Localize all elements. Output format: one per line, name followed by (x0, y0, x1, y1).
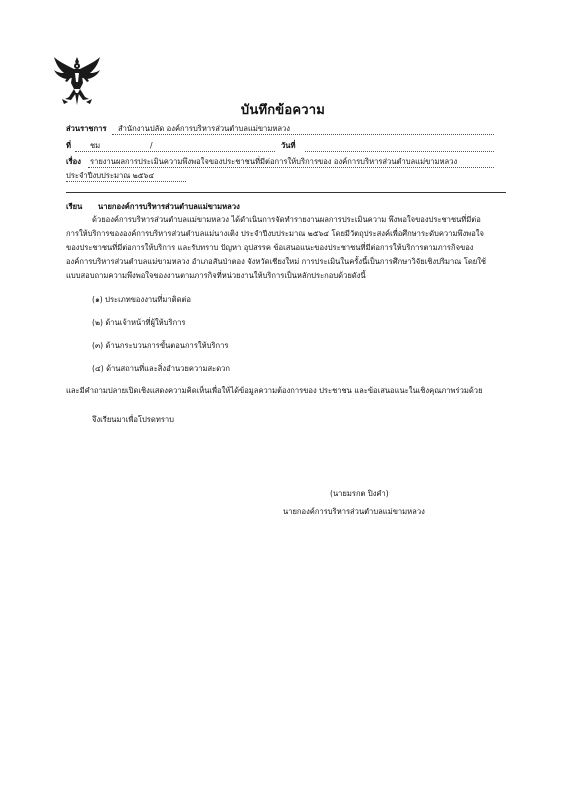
ref-dotted-line (75, 151, 275, 152)
list-item: (๔) ด้านสถานที่และสิ่งอำนวยความสะดวก (92, 364, 230, 373)
subject-label: เรื่อง (66, 157, 81, 166)
header-separator (66, 192, 506, 193)
list-item: (๑) ประเภทของงานที่มาติดต่อ (92, 295, 191, 304)
signer-name: (นายมรกต ปิงคำ) (330, 489, 389, 498)
paragraph-line: การให้บริการขององค์การบริหารส่วนตำบลแม่นางเติง ประจำปีงบประมาณ ๒๕๖๔ โดยมีวัตถุประสงค์เพื่อศึกษาระดับความพึงพอใจ (66, 229, 484, 238)
list-item: (๓) ด้านกระบวนการขั้นตอนการให้บริการ (92, 341, 229, 350)
inform-line: จึงเรียนมาเพื่อโปรดทราบ (92, 415, 174, 424)
signer-position: นายกองค์การบริหารส่วนตำบลแม่ขามหลวง (283, 507, 425, 516)
list-item: (๒) ด้านเจ้าหน้าที่ผู้ให้บริการ (92, 318, 186, 327)
date-dotted-line (305, 151, 494, 152)
paragraph-line: ของประชาชนที่มีต่อการให้บริการ และรับทราบ ปัญหา อุปสรรค ข้อเสนอแนะของประชาชนที่มีต่อการให้บริการตามภารกิจของ (66, 243, 474, 252)
department-dotted-line (112, 134, 494, 135)
memo-title: บันทึกข้อความ (240, 103, 326, 118)
paragraph-line: แบบสอบถามความพึงพอใจของงานตามภารกิจที่หน่วยงานให้บริการเป็นหลักประกอบด้วยดังนี้ (66, 271, 366, 280)
subject-line-1: รายงานผลการประเมินความพึงพอใจของประชาชนที่มีต่อการให้บริการของ องค์การบริหารส่วนตำบลแม่ขามหลวง (90, 157, 458, 166)
ref-value: ชม (90, 141, 101, 150)
paragraph-line: องค์การบริหารส่วนตำบลแม่ขามหลวง อำเภอสันป่าตอง จังหวัดเชียงใหม่ การประเมินในครั้งนี้เป็นการศึกษาวิจัยเชิงปริมาณ โดยใช้ (66, 257, 487, 266)
department-label: ส่วนราชการ (66, 124, 107, 133)
ref-slash: / (150, 141, 153, 150)
paragraph-line: ด้วยองค์การบริหารส่วนตำบลแม่ขามหลวง ได้ดำเนินการจัดทำรายงานผลการประเมินความ พึงพอใจของประชาชนที่มีต่อ (92, 215, 481, 224)
subject-dotted-line-1 (88, 167, 494, 168)
subject-dotted-line-2 (66, 181, 186, 182)
subject-line-2: ประจำปีงบประมาณ ๒๕๖๔ (66, 171, 155, 180)
date-label: วันที่ (281, 141, 296, 150)
salutation-label: เรียน (66, 202, 83, 211)
department-value: สำนักงานปลัด องค์การบริหารส่วนตำบลแม่ขามหลวง (118, 124, 290, 133)
ref-label: ที่ (66, 141, 72, 150)
salutation-value: นายกองค์การบริหารส่วนตำบลแม่ขามหลวง (98, 202, 240, 211)
closing-line: และมีคำถามปลายเปิดเชิงแสดงความคิดเห็นเพื่อให้ได้ข้อมูลความต้องการของ ประชาชน และข้อเสนอแนะในเชิงคุณภาพร่วมด้วย (66, 386, 483, 395)
